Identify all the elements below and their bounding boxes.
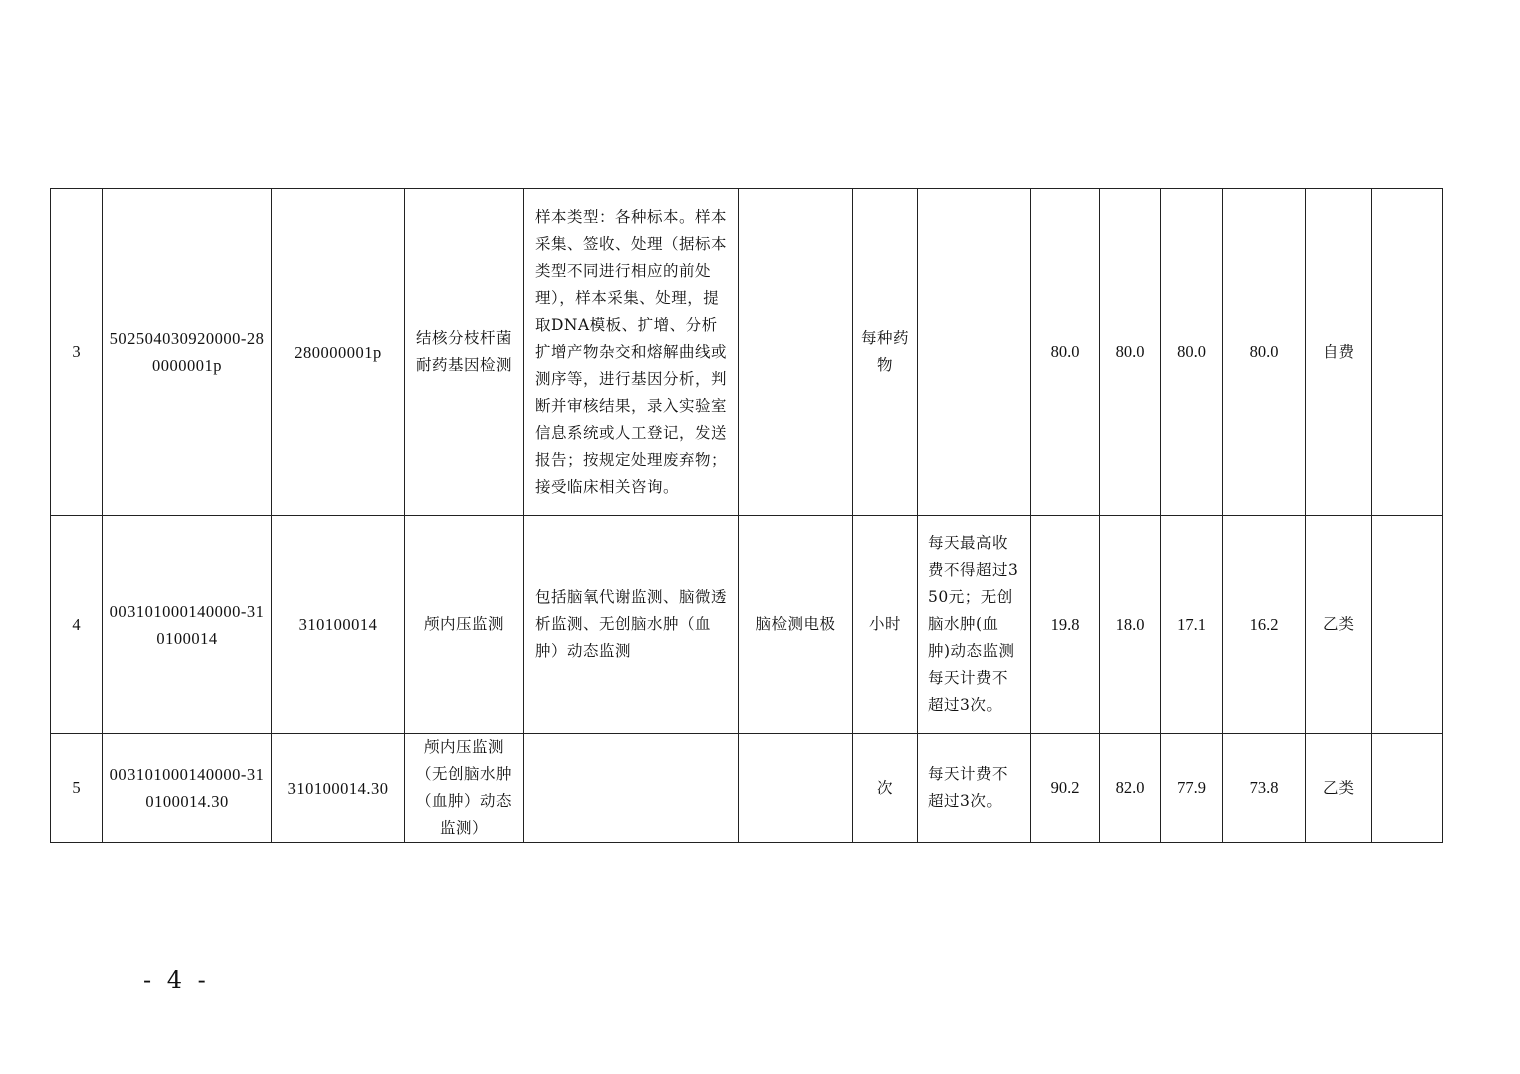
- local-code: 310100014: [272, 516, 405, 734]
- remarks: [918, 189, 1031, 516]
- item-name: 颅内压监测: [405, 516, 524, 734]
- remarks: 每天计费不超过3次。: [918, 734, 1031, 843]
- table-row: [51, 734, 1443, 843]
- remarks: 每天最高收费不得超过350元；无创脑水肿(血肿)动态监测每天计费不超过3次。: [918, 516, 1031, 734]
- item-name: 结核分枝杆菌耐药基因检测: [405, 189, 524, 516]
- item-content: 样本类型：各种标本。样本采集、签收、处理（据标本类型不同进行相应的前处理），样本采集、处理，提取DNA模板、扩增、分析扩增产物杂交和熔解曲线或测序等，进行基因分析，判断并审核结果，录入实验室信息系统或人工登记，发送报告；按规定处理废弃物；接受临床相关咨询。: [524, 189, 739, 516]
- price-level-1: 80.0: [1031, 189, 1100, 516]
- national-code: 003101000140000-310100014.30: [103, 734, 272, 843]
- price-level-2: 82.0: [1100, 734, 1161, 843]
- price-level-4: 80.0: [1223, 189, 1306, 516]
- excluded-content: 脑检测电极: [739, 516, 853, 734]
- pricing-unit: 每种药物: [853, 189, 918, 516]
- row-index: 4: [51, 516, 103, 734]
- price-table: [50, 188, 1443, 843]
- extra-cell: [1372, 189, 1443, 516]
- excluded-content: [739, 734, 853, 843]
- pricing-unit: 小时: [853, 516, 918, 734]
- price-level-2: 80.0: [1100, 189, 1161, 516]
- price-level-3: 80.0: [1161, 189, 1223, 516]
- extra-cell: [1372, 516, 1443, 734]
- excluded-content: [739, 189, 853, 516]
- payment-category: 自费: [1306, 189, 1372, 516]
- price-level-2: 18.0: [1100, 516, 1161, 734]
- national-code: 003101000140000-310100014: [103, 516, 272, 734]
- item-name: 颅内压监测（无创脑水肿（血肿）动态监测）: [405, 734, 524, 843]
- local-code: 310100014.30: [272, 734, 405, 843]
- payment-category: 乙类: [1306, 734, 1372, 843]
- price-level-1: 19.8: [1031, 516, 1100, 734]
- price-level-1: 90.2: [1031, 734, 1100, 843]
- price-level-3: 77.9: [1161, 734, 1223, 843]
- page-number: - 4 -: [143, 966, 210, 994]
- payment-category: 乙类: [1306, 516, 1372, 734]
- row-index: 5: [51, 734, 103, 843]
- price-level-3: 17.1: [1161, 516, 1223, 734]
- national-code: 502504030920000-280000001p: [103, 189, 272, 516]
- table-row: [51, 189, 1443, 516]
- table-row: [51, 516, 1443, 734]
- local-code: 280000001p: [272, 189, 405, 516]
- price-level-4: 16.2: [1223, 516, 1306, 734]
- extra-cell: [1372, 734, 1443, 843]
- pricing-unit: 次: [853, 734, 918, 843]
- item-content: [524, 734, 739, 843]
- price-level-4: 73.8: [1223, 734, 1306, 843]
- row-index: 3: [51, 189, 103, 516]
- item-content: 包括脑氧代谢监测、脑微透析监测、无创脑水肿（血肿）动态监测: [524, 516, 739, 734]
